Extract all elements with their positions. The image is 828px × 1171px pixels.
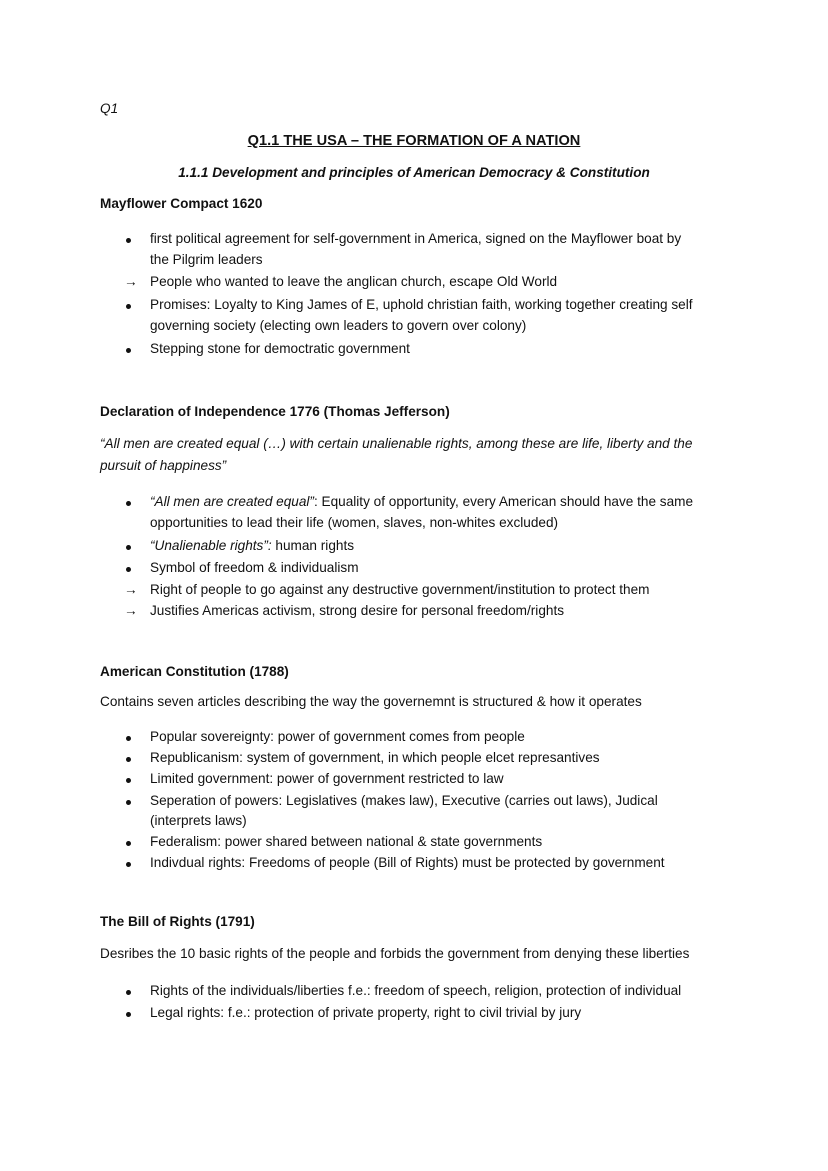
bullet-icon	[126, 1002, 131, 1023]
list-item-line: Stepping stone for democtratic government	[150, 341, 410, 356]
list-item-line: Indivdual rights: Freedoms of people (Bill of Rights) must be protected by government	[150, 855, 665, 870]
bullet-icon	[126, 726, 131, 747]
bullet-icon	[126, 228, 131, 249]
declaration-quote-line: “All men are created equal (…) with certain unalienable rights, among these are life, liberty and the	[100, 436, 693, 451]
list-item-line: Right of people to go against any destructive government/institution to protect them	[150, 582, 650, 597]
list-item-line: People who wanted to leave the anglican church, escape Old World	[150, 274, 558, 289]
list-item-line: Popular sovereignty: power of government comes from people	[150, 729, 525, 744]
section-heading-bill-of-rights: The Bill of Rights (1791)	[100, 914, 255, 929]
bullet-icon	[126, 338, 131, 359]
list-item-line: the Pilgrim leaders	[150, 252, 263, 267]
bullet-icon	[126, 294, 131, 315]
sub-title: 1.1.1 Development and principles of American Democracy & Constitution	[178, 165, 650, 180]
list-item-line: opportunities to lead their life (women, slaves, non-whites excluded)	[150, 515, 559, 530]
bullet-icon	[126, 980, 131, 1001]
bullet-icon	[126, 747, 131, 768]
bullet-icon	[126, 535, 131, 556]
section-heading-declaration: Declaration of Independence 1776 (Thomas Jefferson)	[100, 404, 450, 419]
bullet-icon	[126, 790, 131, 811]
italic-quote: “Unalienable rights”:	[150, 538, 272, 553]
section-heading-mayflower: Mayflower Compact 1620	[100, 196, 263, 211]
bullet-icon	[126, 831, 131, 852]
arrow-icon: →	[124, 603, 138, 618]
bullet-icon	[126, 491, 131, 512]
list-item-line: Legal rights: f.e.: protection of private property, right to civil trivial by jury	[150, 1005, 582, 1020]
list-item-line: Justifies Americas activism, strong desire for personal freedom/rights	[150, 603, 565, 618]
list-item-line: governing society (electing own leaders to govern over colony)	[150, 318, 527, 333]
list-item-line: Symbol of freedom & individualism	[150, 560, 359, 575]
section-heading-constitution: American Constitution (1788)	[100, 664, 289, 679]
bullet-icon	[126, 768, 131, 789]
list-item-line: first political agreement for self-government in America, signed on the Mayflower boat by	[150, 231, 682, 246]
list-item-line: “All men are created equal”: Equality of opportunity, every American should have the same	[150, 494, 694, 509]
list-item-line: Rights of the individuals/liberties f.e.: freedom of speech, religion, protection of individual	[150, 983, 682, 998]
declaration-quote-line: pursuit of happiness”	[100, 458, 227, 473]
italic-quote: “All men are created equal”	[150, 494, 314, 509]
question-label: Q1	[100, 101, 119, 116]
list-item-line: Promises: Loyalty to King James of E, uphold christian faith, working together creating self	[150, 297, 693, 312]
main-title: Q1.1 THE USA – THE FORMATION OF A NATION	[247, 133, 581, 149]
list-item-line: Republicanism: system of government, in which people elcet represantives	[150, 750, 600, 765]
bullet-icon	[126, 852, 131, 873]
list-item-line: Seperation of powers: Legislatives (makes law), Executive (carries out laws), Judical	[150, 793, 658, 808]
list-item-line: “Unalienable rights”: human rights	[150, 538, 355, 553]
bill-of-rights-intro: Desribes the 10 basic rights of the people and forbids the government from denying these liberties	[100, 946, 690, 961]
arrow-icon: →	[124, 582, 138, 597]
list-item-line: (interprets laws)	[150, 813, 247, 828]
list-item-line: Limited government: power of government restricted to law	[150, 771, 504, 786]
bullet-icon	[126, 557, 131, 578]
constitution-intro: Contains seven articles describing the way the governemnt is structured & how it operates	[100, 694, 642, 709]
arrow-icon: →	[124, 274, 138, 289]
list-item-line: Federalism: power shared between national & state governments	[150, 834, 543, 849]
